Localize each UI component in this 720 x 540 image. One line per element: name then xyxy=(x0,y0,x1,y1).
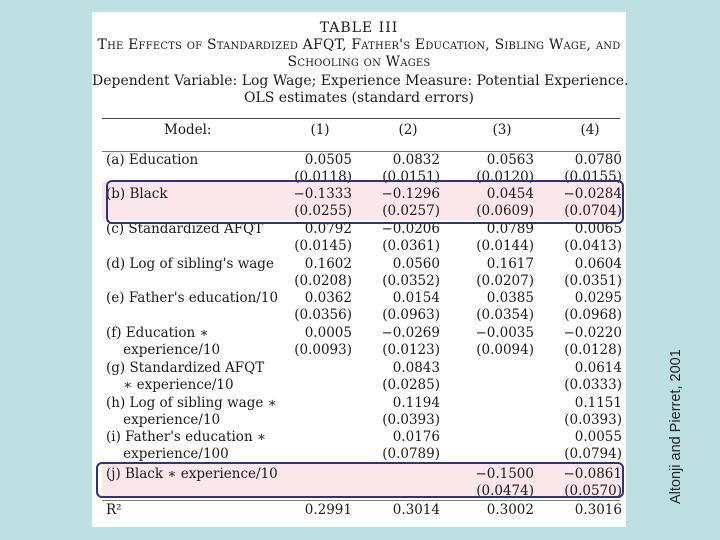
cell-model-2: (0.0151) xyxy=(382,169,440,185)
cell-model-1: 0.0005 xyxy=(304,325,352,341)
cell-model-3: 0.0454 xyxy=(486,186,534,202)
cell-model-2: (0.0789) xyxy=(382,446,440,462)
table-title-line2: Schooling on Wages xyxy=(287,54,431,70)
cell-model-2: −0.0269 xyxy=(381,325,440,341)
cell-model-4: −0.0284 xyxy=(563,186,622,202)
table-row xyxy=(92,395,626,412)
row-label: ∗ experience/10 xyxy=(106,377,234,393)
cell-model-2: 0.0832 xyxy=(392,152,440,168)
cell-model-2: (0.0963) xyxy=(382,307,440,323)
cell-model-2: −0.1296 xyxy=(381,186,440,202)
table-number: TABLE III xyxy=(319,20,399,36)
row-label: (j) Black ∗ experience/10 xyxy=(106,466,278,482)
table-row xyxy=(92,238,626,255)
cell-model-4: 0.0055 xyxy=(574,429,622,445)
row-label: (i) Father's education ∗ xyxy=(106,429,267,445)
cell-model-2: (0.0257) xyxy=(382,203,440,219)
cell-model-3: 0.3002 xyxy=(486,502,534,518)
cell-model-1: 0.0792 xyxy=(304,221,352,237)
cell-model-2: (0.0393) xyxy=(382,412,440,428)
cell-model-4: (0.0570) xyxy=(564,483,622,499)
cell-model-4: (0.0155) xyxy=(564,169,622,185)
cell-model-4: (0.0351) xyxy=(564,273,622,289)
cell-model-4: (0.0128) xyxy=(564,342,622,358)
cell-model-4: 0.0780 xyxy=(574,152,622,168)
row-label: (g) Standardized AFQT xyxy=(106,360,265,376)
cell-model-3: −0.1500 xyxy=(475,466,534,482)
cell-model-2: 0.0176 xyxy=(392,429,440,445)
cell-model-4: (0.0393) xyxy=(564,412,622,428)
header-col-1: (1) xyxy=(310,122,330,138)
cell-model-3: (0.0474) xyxy=(476,483,534,499)
cell-model-2: (0.0361) xyxy=(382,238,440,254)
cell-model-4: 0.0295 xyxy=(574,290,622,306)
row-label: experience/10 xyxy=(106,342,221,358)
cell-model-1: 0.0362 xyxy=(304,290,352,306)
cell-model-3: (0.0609) xyxy=(476,203,534,219)
cell-model-1: (0.0356) xyxy=(294,307,352,323)
table-title-line1: The Effects of Standardized AFQT, Father's Education, Sibling Wage, and xyxy=(97,37,621,53)
cell-model-2: 0.0154 xyxy=(392,290,440,306)
cell-model-2: 0.0560 xyxy=(392,256,440,272)
header-col-2: (2) xyxy=(398,122,418,138)
table-row xyxy=(92,377,626,394)
cell-model-3: 0.0789 xyxy=(486,221,534,237)
cell-model-4: (0.0413) xyxy=(564,238,622,254)
cell-model-4: (0.0333) xyxy=(564,377,622,393)
cell-model-3: (0.0120) xyxy=(476,169,534,185)
table-body xyxy=(92,12,629,527)
highlight-box-black xyxy=(106,180,624,224)
table-subtitle-1: Dependent Variable: Log Wage; Experience Measure: Potential Experience. xyxy=(92,73,629,89)
table-row xyxy=(92,290,626,307)
table-row xyxy=(92,360,626,377)
row-label: (b) Black xyxy=(106,186,168,202)
table-row xyxy=(92,307,626,324)
header-col-4: (4) xyxy=(580,122,600,138)
cell-model-1: (0.0145) xyxy=(294,238,352,254)
highlight-box-black-experience xyxy=(96,462,624,498)
cell-model-3: (0.0354) xyxy=(476,307,534,323)
cell-model-3: (0.0207) xyxy=(476,273,534,289)
cell-model-2: (0.0285) xyxy=(382,377,440,393)
cell-model-1: (0.0255) xyxy=(294,203,352,219)
table-row xyxy=(92,502,626,519)
table-row xyxy=(92,325,626,342)
header-col-3: (3) xyxy=(492,122,512,138)
cell-model-1: 0.0505 xyxy=(304,152,352,168)
table-row xyxy=(92,273,626,290)
cell-model-4: 0.3016 xyxy=(574,502,622,518)
table-subtitle-2: OLS estimates (standard errors) xyxy=(243,90,475,106)
cell-model-3: 0.1617 xyxy=(486,256,534,272)
cell-model-3: (0.0094) xyxy=(476,342,534,358)
table-row xyxy=(92,152,626,169)
cell-model-4: (0.0794) xyxy=(564,446,622,462)
cell-model-1: 0.2991 xyxy=(304,502,352,518)
table-row xyxy=(92,342,626,359)
cell-model-2: 0.0843 xyxy=(392,360,440,376)
cell-model-4: 0.1151 xyxy=(574,395,622,411)
cell-model-4: −0.0220 xyxy=(563,325,622,341)
cell-model-1: (0.0118) xyxy=(294,169,352,185)
row-label: (h) Log of sibling wage ∗ xyxy=(106,395,277,411)
cell-model-2: (0.0123) xyxy=(382,342,440,358)
cell-model-4: 0.0604 xyxy=(574,256,622,272)
row-label: (e) Father's education/10 xyxy=(106,290,279,306)
cell-model-4: 0.0065 xyxy=(574,221,622,237)
cell-model-4: (0.0968) xyxy=(564,307,622,323)
row-label: (d) Log of sibling's wage xyxy=(106,256,274,272)
cell-model-3: (0.0144) xyxy=(476,238,534,254)
row-label: experience/10 xyxy=(106,412,221,428)
cell-model-1: (0.0208) xyxy=(294,273,352,289)
cell-model-4: (0.0704) xyxy=(564,203,622,219)
cell-model-1: (0.0093) xyxy=(294,342,352,358)
cell-model-1: 0.1602 xyxy=(304,256,352,272)
table-row xyxy=(92,429,626,446)
cell-model-2: −0.0206 xyxy=(381,221,440,237)
row-label: (a) Education xyxy=(106,152,199,168)
header-model-label: Model: xyxy=(164,122,212,138)
row-label: R² xyxy=(106,502,122,518)
cell-model-1: −0.1333 xyxy=(293,186,352,202)
cell-model-3: 0.0385 xyxy=(486,290,534,306)
cell-model-2: 0.3014 xyxy=(392,502,440,518)
table-row xyxy=(92,412,626,429)
table-page xyxy=(92,12,629,527)
citation-caption: Altonji and Pierret, 2001 xyxy=(668,349,684,504)
table-row xyxy=(92,446,626,463)
cell-model-4: −0.0861 xyxy=(563,466,622,482)
table-row xyxy=(92,256,626,273)
cell-model-3: −0.0035 xyxy=(475,325,534,341)
row-label: (c) Standardized AFQT xyxy=(106,221,264,237)
row-label: (f) Education ∗ xyxy=(106,325,209,341)
cell-model-2: 0.1194 xyxy=(392,395,440,411)
cell-model-3: 0.0563 xyxy=(486,152,534,168)
row-label: experience/100 xyxy=(106,446,229,462)
cell-model-2: (0.0352) xyxy=(382,273,440,289)
cell-model-4: 0.0614 xyxy=(574,360,622,376)
